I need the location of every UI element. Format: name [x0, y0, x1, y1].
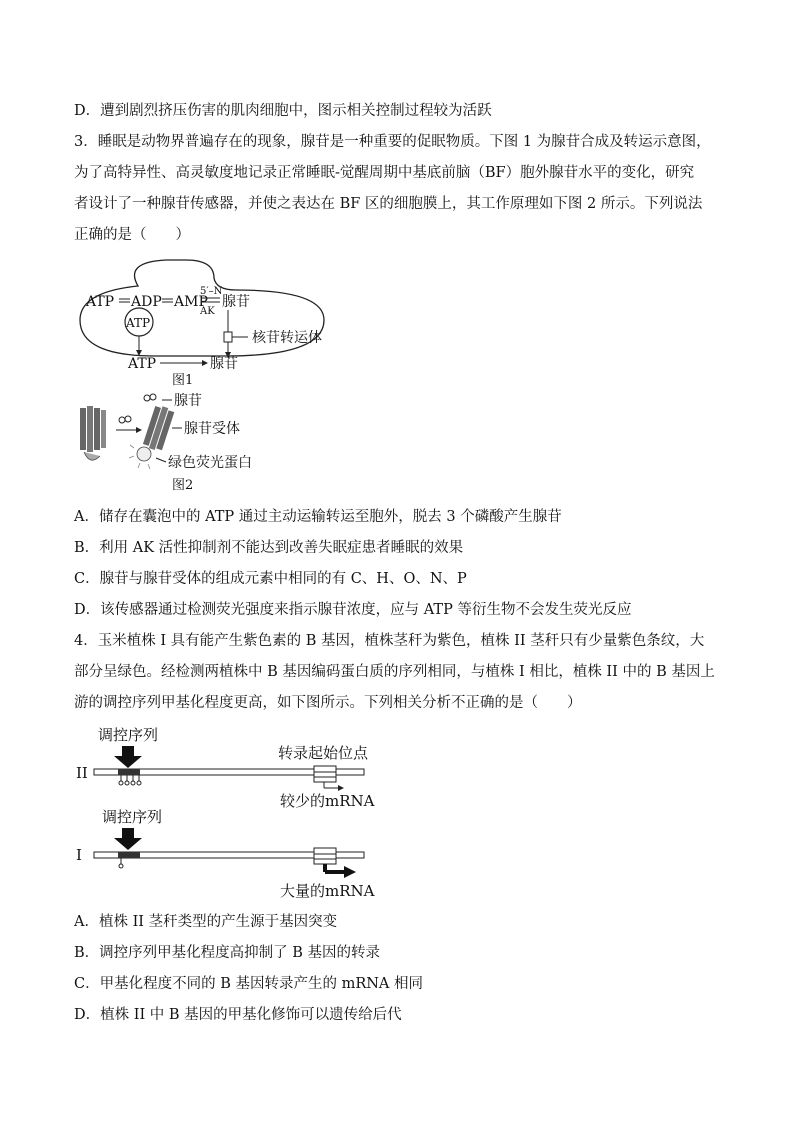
q4-stem-line-1: 4．玉米植株 I 具有能产生紫色素的 B 基因，植株茎秆为紫色，植株 II 茎秆只有少量紫色条纹，大: [74, 633, 705, 649]
fig2-adenosine: 腺苷: [174, 393, 202, 409]
fig2-gfp: 绿色荧光蛋白: [168, 455, 252, 471]
fig-label-i: I: [76, 846, 82, 864]
fig2-receptor: 腺苷受体: [184, 421, 240, 437]
figure-2-sensor: [76, 390, 306, 494]
q3-option-a: A．储存在囊泡中的 ATP 通过主动运输转运至胞外，脱去 3 个磷酸产生腺苷: [74, 509, 562, 525]
fig-mrna-ii: 较少的mRNA: [280, 792, 375, 810]
fig1-transporter: 核苷转运体: [252, 330, 322, 346]
fig1-adenosine-inside: 腺苷: [222, 294, 250, 310]
q3-stem-line-4: 正确的是（ ）: [74, 227, 190, 243]
fig1-amp: AMP: [174, 294, 208, 310]
fig1-vesicle-atp: ATP: [126, 316, 151, 330]
fig1-adenosine-outside: 腺苷: [210, 356, 238, 372]
q3-option-d: D．该传感器通过检测荧光强度来指示腺苷浓度，应与 ATP 等衍生物不会发生荧光反应: [74, 602, 632, 618]
q4-option-c: C．甲基化程度不同的 B 基因转录产生的 mRNA 相同: [74, 976, 424, 992]
fig1-atp-outside: ATP: [128, 356, 157, 372]
q4-option-a: A．植株 II 茎秆类型的产生源于基因突变: [74, 914, 338, 930]
figure-gene-methylation: [76, 722, 396, 902]
fig1-caption: 图1: [172, 373, 194, 388]
q4-option-b: B．调控序列甲基化程度高抑制了 B 基因的转录: [74, 945, 381, 961]
q4-stem-line-2: 部分呈绿色。经检测两植株中 B 基因编码蛋白质的序列相同，与植株 I 相比，植株 II 中的 B 基因上: [74, 664, 715, 680]
fig1-enzyme-ak: AK: [200, 306, 215, 317]
q3-option-c: C．腺苷与腺苷受体的组成元素中相同的有 C、H、O、N、P: [74, 571, 467, 587]
fig-label-ii: II: [76, 764, 88, 782]
fig1-enzyme-5n: 5′–N: [200, 286, 223, 297]
fig1-adp: ADP: [131, 294, 162, 310]
q2-option-d: D．遭到剧烈挤压伤害的肌肉细胞中，图示相关控制过程较为活跃: [74, 103, 492, 119]
fig2-caption: 图2: [172, 478, 194, 493]
fig-reg-seq-ii: 调控序列: [98, 726, 159, 744]
fig-reg-seq-i: 调控序列: [102, 808, 163, 826]
q3-stem-line-1: 3．睡眠是动物界普遍存在的现象，腺苷是一种重要的促眠物质。下图 1 为腺苷合成及转运示意图，: [74, 134, 711, 150]
q3-stem-line-3: 者设计了一种腺苷传感器，并使之表达在 BF 区的细胞膜上，其工作原理如下图 2 所示。下列说法: [74, 196, 703, 212]
q3-stem-line-2: 为了高特异性、高灵敏度地记录正常睡眠-觉醒周期中基底前脑（BF）胞外腺苷水平的变化，研究: [74, 165, 695, 181]
q3-option-b: B．利用 AK 活性抑制剂不能达到改善失眠症患者睡眠的效果: [74, 540, 464, 556]
fig-mrna-i: 大量的mRNA: [280, 882, 375, 900]
q4-stem-line-3: 游的调控序列甲基化程度更高，如下图所示。下列相关分析不正确的是（ ）: [74, 695, 582, 711]
fig1-atp: ATP: [86, 294, 115, 310]
figure-1-adenosine-synthesis: [76, 256, 336, 388]
q4-option-d: D．植株 II 中 B 基因的甲基化修饰可以遗传给后代: [74, 1007, 402, 1023]
fig-tss: 转录起始位点: [278, 744, 369, 762]
